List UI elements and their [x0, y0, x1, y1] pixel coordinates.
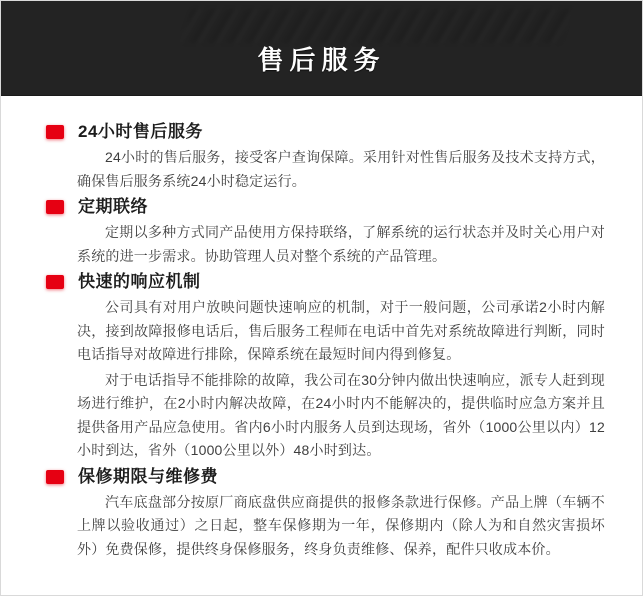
section-heading-row	[46, 467, 602, 487]
red-square-bullet-icon	[46, 470, 64, 484]
section-paragraph: 定期以多种方式同产品使用方保持联络，了解系统的运行状态并及时关心用户对系统的进一步需求。协助管理人员对整个系统的产品管理。	[77, 224, 605, 264]
section-paragraph: 汽车底盘部分按原厂商底盘供应商提供的报修条款进行保修。产品上牌（车辆不上牌以验收通过）之日起，整车保修期为一年，保修期内（除人为和自然灾害损坏外）免费保修，提供终身保修服务，终身负责维修、保养，配件只收成本价。	[77, 493, 605, 557]
page-title: 售后服务	[257, 45, 386, 75]
section-heading-row	[46, 122, 602, 142]
section-heading: 快速的响应机制	[78, 272, 201, 291]
red-square-bullet-icon	[46, 275, 64, 289]
section-paragraph: 24小时的售后服务，接受客户查询保障。采用针对性售后服务及技术支持方式，确保售后服务系统24小时稳定运行。	[77, 149, 605, 189]
section-warranty-and-repair-fees	[46, 466, 605, 562]
content-area	[1, 96, 642, 561]
red-square-bullet-icon	[46, 125, 64, 139]
section-heading-row	[46, 197, 602, 217]
section-heading-row	[46, 272, 602, 292]
red-square-bullet-icon	[46, 200, 64, 214]
section-heading: 24小时售后服务	[78, 122, 203, 141]
section-paragraph: 对于电话指导不能排除的故障，我公司在30分钟内做出快速响应，派专人赶到现场进行维护，在2小时内解决故障，在24小时内不能解决的，提供临时应急方案并且提供备用产品应急使用。省内6小时内服务人员到达现场，省外（1000公里以内）12小时到达，省外（1000公里以外）48小时到达。	[77, 371, 605, 458]
section-heading: 保修期限与维修费	[78, 466, 218, 486]
section-rapid-response	[46, 272, 605, 463]
page-header-banner	[1, 1, 642, 96]
section-24h-service	[46, 122, 605, 193]
section-paragraph: 公司具有对用户放映问题快速响应的机制，对于一般问题，公司承诺2小时内解决，接到故障报修电话后，售后服务工程师在电话中首先对系统故障进行判断，同时电话指导对故障进行排除，保障系统在最短时间内得到修复。	[77, 299, 605, 362]
section-regular-contact	[46, 197, 605, 268]
section-heading: 定期联络	[78, 197, 148, 216]
watermark	[180, 9, 571, 43]
